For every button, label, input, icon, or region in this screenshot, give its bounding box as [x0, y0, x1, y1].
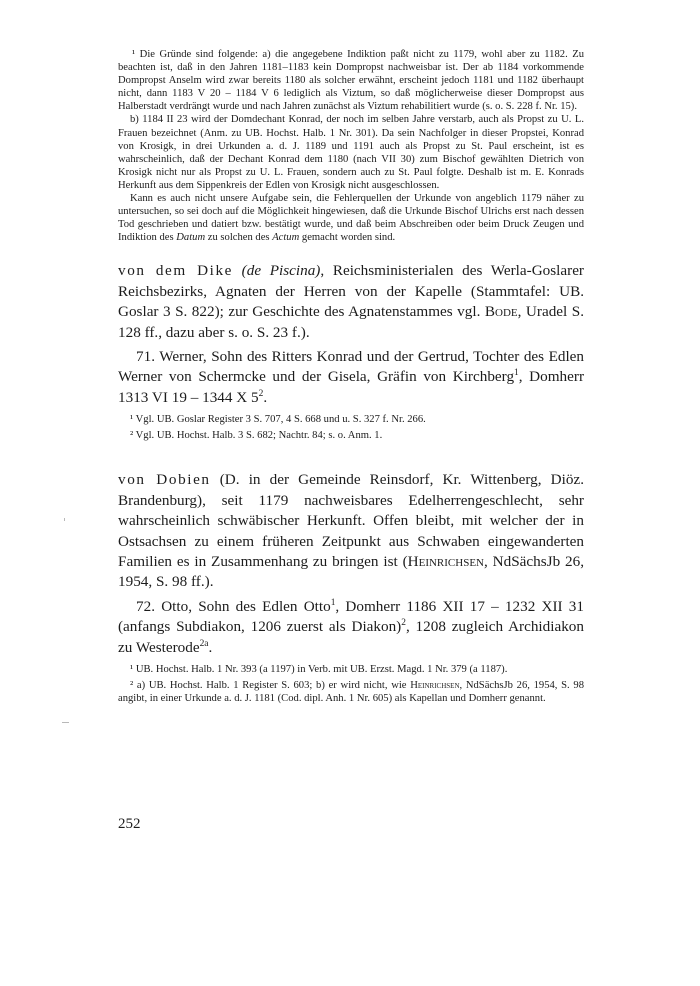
footnote-conclusion: Kann es auch nicht unsere Aufgabe sein, die Fehlerquellen der Urkunde von angeblich 1179 näher zu untersuchen, so sei doch auf die Möglichkeit hingewiesen, daß die Urkunde Bischof Ulrichs erst nach dessen Tod geschrieben und datiert bzw. bestätigt wurde, und daß beim Abschreiben oder beim Druck Zeugen und Indiktion des Datum zu solchen des Actum gemacht worden sind.	[118, 193, 584, 244]
family-intro-dobien: von Dobien (D. in der Gemeinde Reinsdorf, Kr. Wittenberg, Diöz. Brandenburg), seit 1179 nachweisbares Edelherrengeschlecht, sehr wahrscheinlich schwäbischer Herkunft. Offen bleibt, mit welcher der in Ostsachsen zu einem früheren Zeitpunkt aus Schwaben eingewanderten Familien es in Zusammenhang zu bringen ist (Heinrichsen, NdSächsJb 26, 1954, S. 98 ff.).	[118, 471, 585, 591]
notes-entry-71	[118, 413, 584, 442]
page-body	[118, 48, 584, 708]
note-71-2: ² Vgl. UB. Hochst. Halb. 3 S. 682; Nachtr. 84; s. o. Anm. 1.	[130, 429, 383, 441]
footnote-reason-b: b) 1184 II 23 wird der Domdechant Konrad, der noch im selben Jahre verstarb, auch als Propst zu U. L. Frauen bezeichnet (Anm. zu UB. Hochst. Halb. 1 Nr. 301). Da sein Nachfolger in dieser Propstei, Konrad von Krosigk, in drei Urkunden a. d. J. 1189 und 1191 auch als Propst zu St. Paul erscheint, ist es wahrscheinlich, daß der Dechant Konrad dem 1180 (nach VII 30) zum Bischof gewählten Dietrich von Krosigk nicht nur als Propst zu U. L. Frauen, sondern auch zu St. Paul folgte. Deshalb ist m. E. Konrads Herkunft aus dem Sippenkreis der Edlen von Krosigk nicht ausgeschlossen.	[118, 114, 584, 191]
family-intro-dike: von dem Dike (de Piscina), Reichsministerialen des Werla-Goslarer Reichsbezirks, Agnaten der Herren von der Kapelle (Stammtafel: UB. Goslar 3 S. 822); zur Geschichte des Agnatenstammes vgl. Bode, Uradel S. 128 ff., dazu aber s. o. S. 23 f.).	[118, 262, 584, 341]
section-von-dem-dike	[118, 261, 584, 408]
note-71-1: ¹ Vgl. UB. Goslar Register 3 S. 707, 4 S. 668 und u. S. 327 f. Nr. 266.	[130, 414, 426, 426]
entry-71-werner: 71. Werner, Sohn des Ritters Konrad und der Gertrud, Tochter des Edlen Werner von Schermcke und der Gisela, Gräfin von Kirchberg$^1$, Domherr 1313 VI 19 – 1344 X $5^2$.	[118, 348, 584, 406]
page-number: 252	[118, 816, 141, 832]
footnote-reasons: ¹ Die Gründe sind folgende: a) die angegebene Indiktion paßt nicht zu 1179, wohl aber zu 1182. Zu beachten ist, daß in den Jahren 1181–1183 kein Dompropst nachweisbar ist. Der ab 1184 vorkommende Dompropst Anselm wird zwar bereits 1180 als solcher erwähnt, erscheint jedoch 1181 und 1182 überhaupt nicht, dann 1183 V 20 – 1184 V 6 lediglich als Viztum, so daß möglicherweise dieser Dompropst aus Halberstadt verdrängt wurde und nach Jahren zunächst als Viztum rehabilitiert wurde (s. o. S. 228 f. Nr. 15).	[118, 49, 584, 113]
note-72-2: ² a) UB. Hochst. Halb. 1 Register S. 603; b) er wird nicht, wie Heinrichsen, NdSächsJb 26, 1954, S. 98 angibt, in einer Urkunde a. d. J. 1181 (Cod. dipl. Anh. 1 Nr. 605) als Kapellan und Domherr genannt.	[118, 679, 585, 705]
margin-mark	[62, 722, 69, 723]
margin-mark	[64, 518, 65, 521]
family-name-dike: von dem Dike	[118, 262, 233, 280]
section-von-dobien	[118, 470, 584, 658]
note-72-1: ¹ UB. Hochst. Halb. 1 Nr. 393 (a 1197) in Verb. mit UB. Erzst. Magd. 1 Nr. 379 (a 1187).	[130, 664, 508, 676]
entry-72-otto: 72. Otto, Sohn des Edlen Otto$^1$, Domherr 1186 XII 17 – 1232 XII 31 (anfangs Subdiakon, 1206 zuerst als Diakon)$^2$, 1208 zugleich Archidiakon zu Westerode$^{2a}$.	[118, 597, 584, 656]
footnotes-continued	[118, 48, 584, 244]
notes-entry-72	[118, 663, 584, 706]
family-name-dobien: von Dobien	[118, 471, 211, 489]
